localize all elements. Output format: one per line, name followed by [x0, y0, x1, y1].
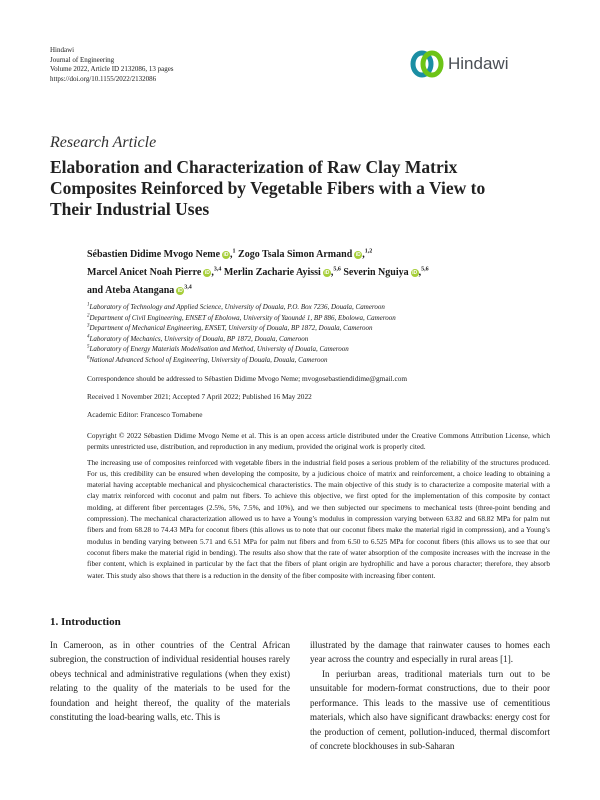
section-heading-introduction: 1. Introduction [50, 615, 121, 628]
intro-paragraph: In periurban areas, traditional materials turn out to be unsuitable for modern-format constructions, due to their poor performance. This leads to the massive use of cementitious materials, which also have significant drawbacks: energy cost for the production of cement, pollution-induced, thermal discomfort of concrete blockhouses in sub-Saharan [310, 668, 550, 752]
abstract: The increasing use of composites reinforced with vegetable fibers in the industrial field poses a serious problem of the reliability of the structures produced. For us, this credibility can be ensured when developing the composite, by a judicious choice of matrix and reinforcement, a choice leading to obtaining a material having acceptable mechanical and physicochemical characteristics. The main objective of this study is to characterize a composite material with a clay matrix reinforced with coconut and palm nut fibers. To achieve this objective, we first opted for the implementation of this composite by contact molding, at different fiber percentages (2.5%, 5%, 7.5%, and 10%), and we then subjected our specimens to mechanical tests (three-point bending and compression). The mechanical characterization allowed us to have a Young’s modulus in compression varying between 63.82 and 68.82 MPa for palm nut fibers and from 68.28 to 74.43 MPa for coconut fibers (this allows us to note that our coconut fibers make the material rigid in compression), and a Young’s modulus in bending varying between 5.71 and 6.51 MPa for palm nut fibers and from 6.50 to 6.525 MPa for coconut fibers (this allows us to see that our coconut fibers make the material rigid in bending). The results also show that the rate of water absorption of the composite increases with the increase in the fiber content, which is explained in particular by the fact that the fibers of plant origin are hydrophilic and have a porous character; therefore, they absorb water. This study also shows that there is a reduction in the density of the fiber composite with increasing fiber content. [87, 457, 550, 580]
publication-dates: Received 1 November 2021; Accepted 7 April 2022; Published 16 May 2022 [87, 391, 312, 401]
affiliation: $^2$Department of Civil Engineering, ENSET of Ebolowa, University of Yaoundé 1, BP 886, Ebolowa, Cameroon [87, 313, 396, 322]
affiliation: $^6$National Advanced School of Engineering, University of Douala, Douala, Cameroon [87, 355, 328, 364]
article-title: Elaboration and Characterization of Raw Clay Matrix Composites Reinforced by Vegetable Fibers with a View to Their Industrial Uses [50, 157, 486, 219]
author[interactable]: Severin Nguiya iD ,$^{5,6}$ [343, 266, 429, 278]
orcid-icon[interactable]: iD [412, 269, 418, 276]
author-list [87, 246, 550, 300]
journal-name: Journal of Engineering [50, 55, 115, 64]
intro-column-left: In Cameroon, as in other countries of the Central African subregion, the construction of individual residential houses rarely obeys technical and administrative regulations (when they exist) relating to the quality of the materials to be used for the foundation and height thereof, the quality of the materials constituting the load-bearing walls, etc. This is [50, 639, 290, 723]
orcid-icon[interactable]: iD [355, 251, 361, 258]
orcid-icon[interactable]: iD [324, 269, 330, 276]
affiliation: $^1$Laboratory of Technology and Applied Science, University of Douala, P.O. Box 7236, Douala, Cameroon [87, 302, 385, 311]
intro-column-right [310, 638, 550, 754]
hindawi-logo [410, 49, 508, 79]
publisher-name: Hindawi [50, 46, 75, 54]
orcid-icon[interactable]: iD [177, 287, 183, 294]
author[interactable]: Ateba Atangana iD$^{3,4}$ [105, 284, 192, 296]
affiliation: $^3$Department of Mechanical Engineering, ENSET, University of Douala, BP 1872, Douala, Cameroon [87, 323, 373, 333]
affiliation: $^5$Laboratory of Energy Materials Modelisation and Method, University of Douala, Cameroon [87, 345, 349, 354]
correspondence: Correspondence should be addressed to Sébastien Didime Mvogo Neme; mvogosebastiendidime@gmail.com [87, 373, 408, 383]
affiliation: $^4$Laboratory of Mechanics, University of Douala, BP 1872, Douala, Cameroon [87, 334, 309, 343]
logo-text: Hindawi [448, 54, 509, 73]
copyright-notice: Copyright © 2022 Sébastien Didime Mvogo Neme et al. This is an open access article distributed under the Creative Commons Attribution License, which permits unrestricted use, distribution, and reproduction in any medium, provided the original work is properly cited. [87, 430, 550, 451]
hindawi-rings-icon [410, 49, 444, 79]
article-body [50, 133, 550, 754]
author[interactable]: Merlin Zacharie Ayissi iD ,$^{5,6}$ [223, 266, 341, 278]
doi-link[interactable]: https://doi.org/10.1155/2022/2132086 [50, 74, 157, 83]
academic-editor: Academic Editor: Francesco Tornabene [87, 409, 203, 419]
orcid-icon[interactable]: iD [223, 251, 229, 258]
intro-paragraph: illustrated by the damage that rainwater causes to homes each year across the country and especially in rural areas [1]. [310, 639, 550, 665]
intro-columns [50, 638, 550, 754]
article-type: Research Article [50, 134, 157, 151]
author[interactable]: Zogo Tsala Simon Armand iD ,$^{1,2}$ [238, 248, 373, 260]
author[interactable]: Marcel Anicet Noah Pierre iD ,$^{3,4}$ [87, 266, 222, 278]
orcid-icon[interactable]: iD [204, 269, 210, 276]
journal-header [50, 46, 174, 84]
volume-info: Volume 2022, Article ID 2132086, 13 pages [50, 65, 174, 73]
author[interactable]: Sébastien Didime Mvogo Neme iD ,$^1$ [87, 248, 236, 260]
and-word: and [87, 285, 104, 296]
affiliations [87, 302, 550, 366]
